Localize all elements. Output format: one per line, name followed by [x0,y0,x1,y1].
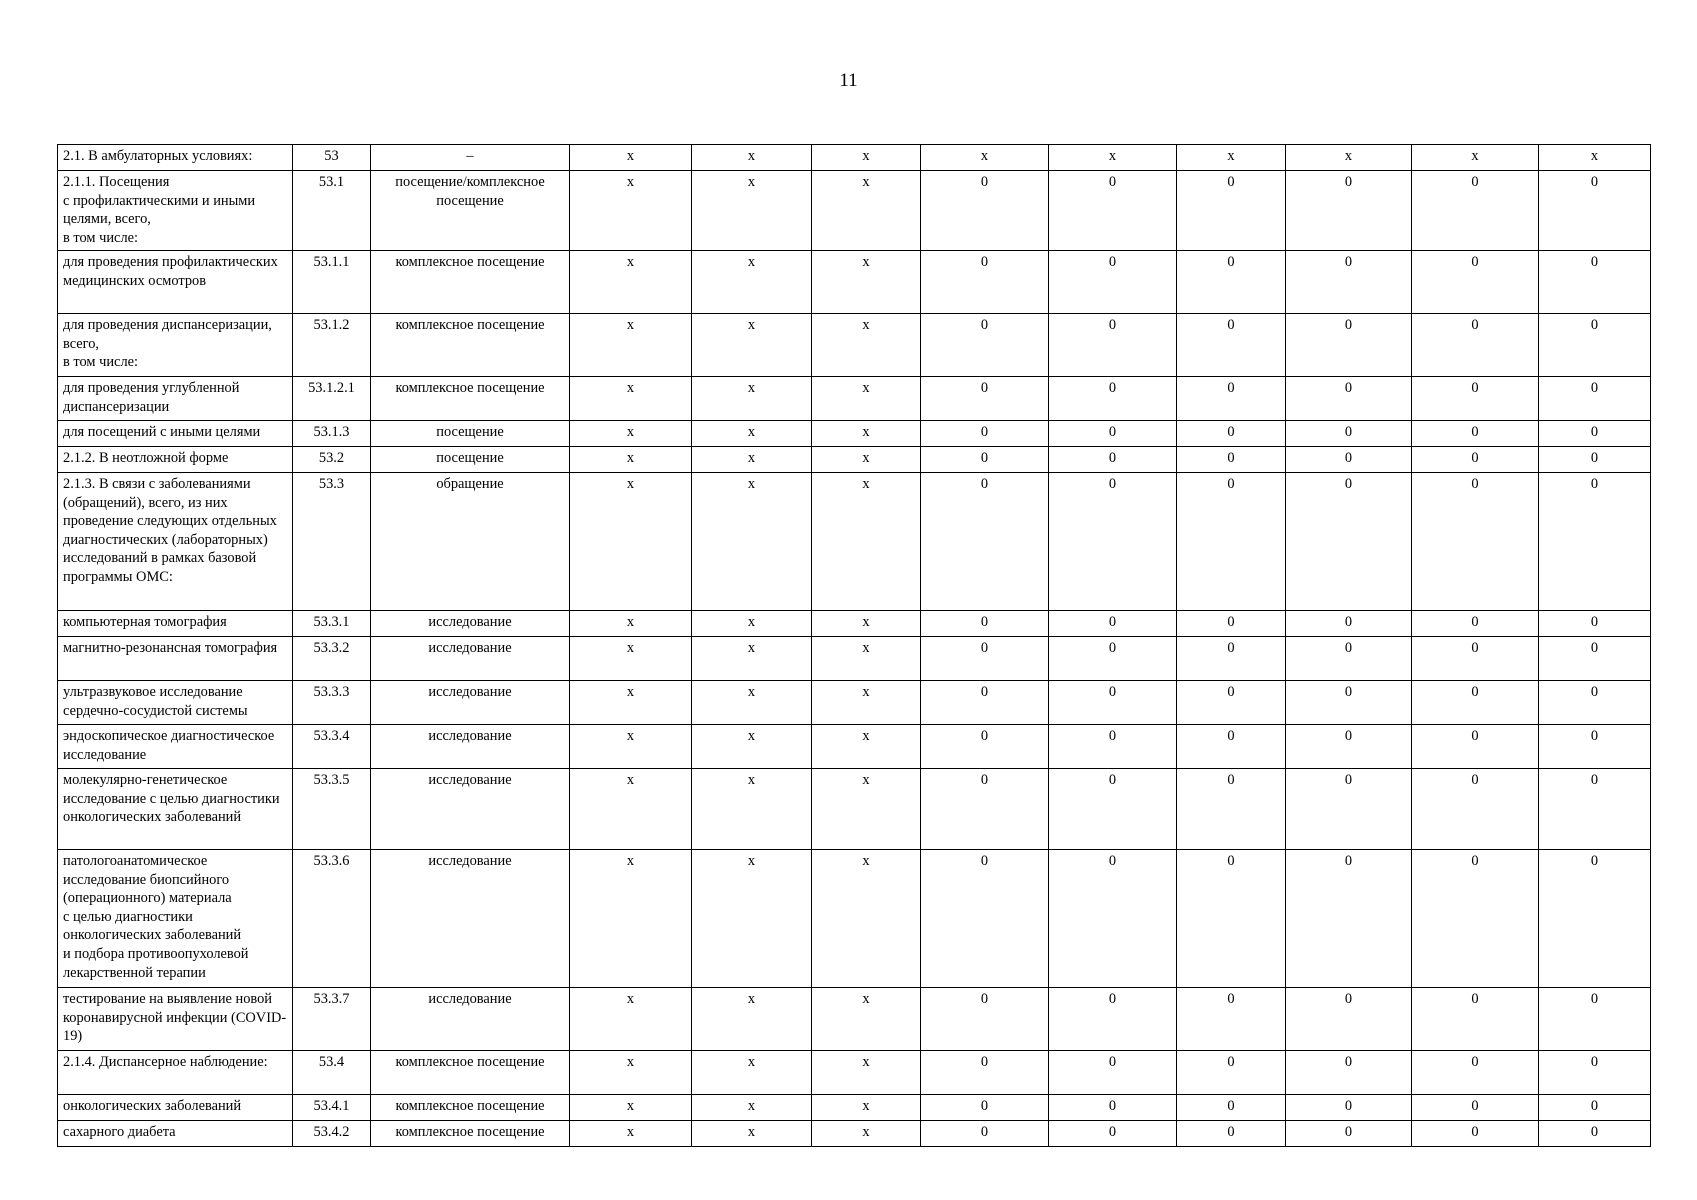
row-code-cell: 53 [293,145,371,171]
value-cell: 0 [1412,447,1539,473]
row-name-cell: молекулярно-генетическое исследование с целью диагностики онкологических заболеваний [58,769,293,850]
value-cell: х [692,377,812,421]
row-name-cell: патологоанатомическое исследование биопсийного (операционного) материала с целью диагностики онкологических заболеваний и подбора противоопухолевой лекарственной терапии [58,850,293,988]
row-code-cell: 53.4.2 [293,1121,371,1147]
value-cell: х [812,1051,921,1095]
row-code-cell: 53.3.1 [293,611,371,637]
value-cell: х [921,145,1049,171]
row-name-cell: компьютерная томография [58,611,293,637]
value-cell: 0 [921,850,1049,988]
row-unit-cell: комплексное посещение [371,1095,570,1121]
value-cell: х [570,611,692,637]
value-cell: 0 [921,421,1049,447]
value-cell: 0 [921,681,1049,725]
value-cell: х [692,611,812,637]
value-cell: х [570,988,692,1051]
row-unit-cell: исследование [371,611,570,637]
row-unit-cell: исследование [371,988,570,1051]
value-cell: х [570,725,692,769]
value-cell: х [570,377,692,421]
value-cell: 0 [1177,377,1286,421]
value-cell: х [812,1121,921,1147]
value-cell: х [812,1095,921,1121]
value-cell: 0 [1539,988,1651,1051]
value-cell: х [692,769,812,850]
value-cell: х [570,145,692,171]
value-cell: 0 [1286,850,1412,988]
value-cell: х [570,1051,692,1095]
row-unit-cell: комплексное посещение [371,314,570,377]
value-cell: 0 [1286,251,1412,314]
value-cell: 0 [1286,314,1412,377]
value-cell: 0 [1286,637,1412,681]
row-name-cell: ультразвуковое исследование сердечно-сосудистой системы [58,681,293,725]
value-cell: 0 [921,447,1049,473]
value-cell: х [570,850,692,988]
value-cell: 0 [921,171,1049,251]
value-cell: 0 [1049,850,1177,988]
table-row [58,1121,1651,1147]
value-cell: х [570,1121,692,1147]
row-code-cell: 53.1.3 [293,421,371,447]
value-cell: 0 [1049,769,1177,850]
value-cell: х [812,473,921,611]
value-cell: х [812,769,921,850]
value-cell: 0 [1049,314,1177,377]
value-cell: 0 [1177,473,1286,611]
row-name-cell: для проведения диспансеризации, всего, в том числе: [58,314,293,377]
value-cell: 0 [1177,725,1286,769]
row-name-cell: 2.1.1. Посещения с профилактическими и иными целями, всего, в том числе: [58,171,293,251]
value-cell: 0 [1539,447,1651,473]
value-cell: х [692,171,812,251]
row-unit-cell: комплексное посещение [371,1121,570,1147]
row-code-cell: 53.1.2.1 [293,377,371,421]
value-cell: х [570,681,692,725]
row-unit-cell: комплексное посещение [371,251,570,314]
row-code-cell: 53.3.2 [293,637,371,681]
table-row [58,681,1651,725]
row-name-cell: тестирование на выявление новой коронавирусной инфекции (COVID-19) [58,988,293,1051]
value-cell: х [570,473,692,611]
row-unit-cell: исследование [371,637,570,681]
value-cell: 0 [1049,1121,1177,1147]
row-unit-cell: – [371,145,570,171]
value-cell: 0 [1286,447,1412,473]
value-cell: 0 [1539,725,1651,769]
table-row [58,1051,1651,1095]
data-table [57,144,1651,1147]
value-cell: х [570,1095,692,1121]
row-code-cell: 53.3 [293,473,371,611]
value-cell: 0 [1286,171,1412,251]
value-cell: х [570,421,692,447]
value-cell: х [812,611,921,637]
value-cell: 0 [1412,681,1539,725]
value-cell: 0 [1049,1051,1177,1095]
value-cell: 0 [1412,769,1539,850]
value-cell: 0 [921,1051,1049,1095]
value-cell: х [812,447,921,473]
table-row [58,725,1651,769]
row-name-cell: эндоскопическое диагностическое исследование [58,725,293,769]
value-cell: 0 [1177,850,1286,988]
value-cell: 0 [921,1121,1049,1147]
value-cell: х [692,725,812,769]
value-cell: х [692,681,812,725]
value-cell: 0 [1177,637,1286,681]
value-cell: 0 [1049,611,1177,637]
value-cell: 0 [1286,421,1412,447]
value-cell: 0 [1177,681,1286,725]
value-cell: х [570,447,692,473]
value-cell: 0 [1539,850,1651,988]
value-cell: 0 [921,637,1049,681]
value-cell: х [692,1051,812,1095]
row-name-cell: сахарного диабета [58,1121,293,1147]
value-cell: 0 [1412,988,1539,1051]
row-code-cell: 53.1 [293,171,371,251]
row-unit-cell: исследование [371,769,570,850]
value-cell: 0 [1177,988,1286,1051]
value-cell: х [812,377,921,421]
table-row [58,769,1651,850]
value-cell: х [692,447,812,473]
value-cell: х [812,725,921,769]
value-cell: х [812,314,921,377]
value-cell: 0 [1049,681,1177,725]
value-cell: х [570,637,692,681]
value-cell: х [812,637,921,681]
value-cell: 0 [1539,769,1651,850]
value-cell: 0 [1412,1095,1539,1121]
value-cell: 0 [1049,473,1177,611]
value-cell: 0 [1177,251,1286,314]
value-cell: х [812,145,921,171]
value-cell: 0 [1049,988,1177,1051]
row-code-cell: 53.3.7 [293,988,371,1051]
row-code-cell: 53.2 [293,447,371,473]
value-cell: 0 [1049,1095,1177,1121]
value-cell: 0 [1286,681,1412,725]
table-row [58,447,1651,473]
row-code-cell: 53.1.2 [293,314,371,377]
table-row [58,1095,1651,1121]
value-cell: 0 [921,988,1049,1051]
value-cell: х [692,1121,812,1147]
value-cell: 0 [921,769,1049,850]
row-unit-cell: исследование [371,681,570,725]
value-cell: 0 [1177,1051,1286,1095]
row-code-cell: 53.3.4 [293,725,371,769]
value-cell: х [692,251,812,314]
value-cell: 0 [1049,251,1177,314]
row-code-cell: 53.3.5 [293,769,371,850]
table-row [58,611,1651,637]
row-name-cell: онкологических заболеваний [58,1095,293,1121]
value-cell: 0 [921,1095,1049,1121]
value-cell: 0 [1412,314,1539,377]
row-unit-cell: комплексное посещение [371,1051,570,1095]
value-cell: 0 [1539,1051,1651,1095]
value-cell: 0 [921,725,1049,769]
value-cell: 0 [1539,421,1651,447]
row-unit-cell: комплексное посещение [371,377,570,421]
row-unit-cell: обращение [371,473,570,611]
row-unit-cell: посещение/комплексное посещение [371,171,570,251]
value-cell: 0 [1049,171,1177,251]
row-unit-cell: исследование [371,725,570,769]
row-name-cell: 2.1.3. В связи с заболеваниями (обращений), всего, из них проведение следующих отдельных диагностических (лабораторных) исследований в рамках базовой программы ОМС: [58,473,293,611]
value-cell: 0 [1286,377,1412,421]
value-cell: 0 [1286,769,1412,850]
value-cell: 0 [1539,473,1651,611]
value-cell: 0 [921,377,1049,421]
page-number: 11 [839,70,858,91]
row-name-cell: для проведения профилактических медицинских осмотров [58,251,293,314]
value-cell: 0 [1049,637,1177,681]
row-unit-cell: посещение [371,421,570,447]
value-cell: 0 [1539,314,1651,377]
value-cell: х [692,421,812,447]
table-row [58,473,1651,611]
row-name-cell: 2.1.2. В неотложной форме [58,447,293,473]
row-unit-cell: посещение [371,447,570,473]
value-cell: 0 [1177,1121,1286,1147]
value-cell: х [570,769,692,850]
table-row [58,988,1651,1051]
value-cell: 0 [1412,725,1539,769]
value-cell: 0 [1412,377,1539,421]
table-row [58,251,1651,314]
value-cell: х [692,637,812,681]
value-cell: 0 [1049,377,1177,421]
row-code-cell: 53.4 [293,1051,371,1095]
value-cell: 0 [1286,988,1412,1051]
value-cell: 0 [1539,377,1651,421]
value-cell: 0 [921,473,1049,611]
value-cell: 0 [1286,473,1412,611]
value-cell: 0 [921,251,1049,314]
value-cell: 0 [1049,447,1177,473]
value-cell: 0 [1286,1051,1412,1095]
value-cell: 0 [1177,611,1286,637]
table-row [58,421,1651,447]
value-cell: 0 [1412,850,1539,988]
table-row [58,850,1651,988]
row-code-cell: 53.4.1 [293,1095,371,1121]
table-row [58,145,1651,171]
value-cell: 0 [1539,251,1651,314]
row-name-cell: для проведения углубленной диспансеризации [58,377,293,421]
row-code-cell: 53.3.3 [293,681,371,725]
value-cell: х [570,171,692,251]
value-cell: 0 [1049,725,1177,769]
value-cell: х [692,314,812,377]
value-cell: 0 [1539,681,1651,725]
value-cell: 0 [1412,473,1539,611]
value-cell: х [692,145,812,171]
value-cell: 0 [1286,611,1412,637]
value-cell: 0 [1286,1095,1412,1121]
row-name-cell: для посещений с иными целями [58,421,293,447]
value-cell: 0 [1286,725,1412,769]
value-cell: 0 [1177,447,1286,473]
table-row [58,314,1651,377]
value-cell: 0 [1286,1121,1412,1147]
table-row [58,637,1651,681]
table-row [58,171,1651,251]
value-cell: х [812,850,921,988]
value-cell: х [692,473,812,611]
value-cell: 0 [921,611,1049,637]
value-cell: 0 [1412,611,1539,637]
value-cell: 0 [1177,1095,1286,1121]
value-cell: 0 [1177,314,1286,377]
value-cell: 0 [1539,611,1651,637]
value-cell: 0 [1539,171,1651,251]
value-cell: 0 [1412,251,1539,314]
value-cell: х [812,988,921,1051]
row-name-cell: 2.1. В амбулаторных условиях: [58,145,293,171]
value-cell: х [1177,145,1286,171]
value-cell: 0 [1177,171,1286,251]
value-cell: х [812,251,921,314]
row-code-cell: 53.1.1 [293,251,371,314]
value-cell: х [692,850,812,988]
value-cell: 0 [1049,421,1177,447]
value-cell: х [1539,145,1651,171]
value-cell: х [812,421,921,447]
value-cell: 0 [1412,171,1539,251]
value-cell: 0 [1539,637,1651,681]
value-cell: х [812,681,921,725]
row-code-cell: 53.3.6 [293,850,371,988]
value-cell: х [812,171,921,251]
value-cell: 0 [1412,1051,1539,1095]
value-cell: 0 [1412,637,1539,681]
value-cell: 0 [1177,769,1286,850]
value-cell: х [692,988,812,1051]
row-name-cell: магнитно-резонансная томография [58,637,293,681]
value-cell: х [1412,145,1539,171]
value-cell: 0 [1412,421,1539,447]
value-cell: 0 [1539,1095,1651,1121]
value-cell: 0 [1177,421,1286,447]
value-cell: 0 [1539,1121,1651,1147]
value-cell: 0 [1412,1121,1539,1147]
value-cell: х [1049,145,1177,171]
value-cell: х [1286,145,1412,171]
value-cell: х [570,251,692,314]
value-cell: х [692,1095,812,1121]
value-cell: 0 [921,314,1049,377]
table-row [58,377,1651,421]
value-cell: х [570,314,692,377]
row-unit-cell: исследование [371,850,570,988]
row-name-cell: 2.1.4. Диспансерное наблюдение: [58,1051,293,1095]
